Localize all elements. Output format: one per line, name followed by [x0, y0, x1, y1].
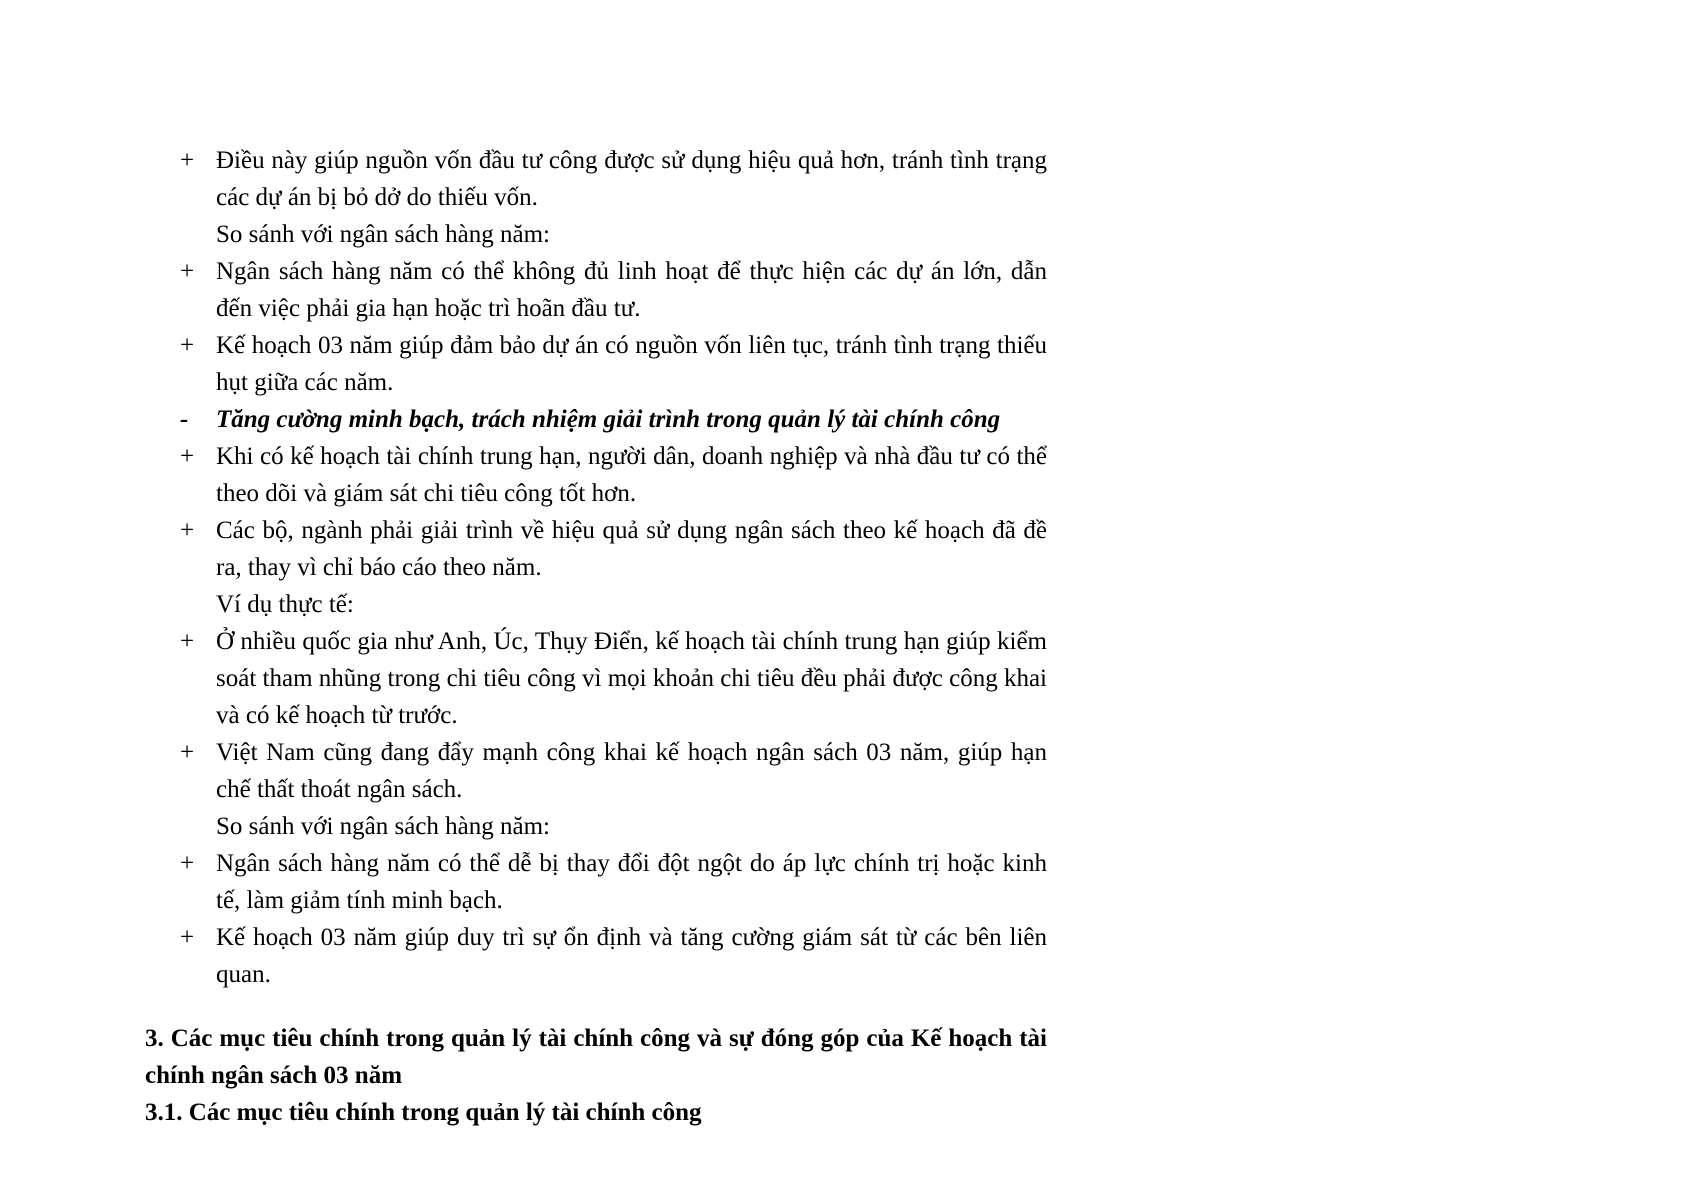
- plain-paragraph: [145, 586, 1047, 623]
- bullet-paragraph: [145, 142, 1047, 216]
- paragraph-text: So sánh với ngân sách hàng năm:: [216, 221, 550, 248]
- paragraph-text: Kế hoạch 03 năm giúp đảm bảo dự án có nguồn vốn liên tục, tránh tình trạng thiếu hụt giữa các năm.: [216, 332, 1047, 396]
- bullet-marker: +: [180, 443, 195, 470]
- bullet-paragraph: [145, 845, 1047, 919]
- paragraph-text: Ví dụ thực tế:: [216, 591, 354, 618]
- plain-paragraph: [145, 216, 1047, 253]
- bullet-paragraph: [145, 253, 1047, 327]
- paragraph-text: Ở nhiều quốc gia như Anh, Úc, Thụy Điển, kế hoạch tài chính trung hạn giúp kiểm soát tham nhũng trong chi tiêu công vì mọi khoản chi tiêu đều phải được công khai và có kế hoạch từ trước.: [216, 628, 1047, 729]
- bullet-marker: [145, 216, 216, 253]
- bullet-marker: +: [180, 147, 195, 174]
- bullet-paragraph: [145, 919, 1047, 993]
- paragraph-text: Ngân sách hàng năm có thể không đủ linh hoạt để thực hiện các dự án lớn, dẫn đến việc phải gia hạn hoặc trì hoãn đầu tư.: [216, 258, 1047, 322]
- plain-paragraph: [145, 808, 1047, 845]
- paragraph-text: Điều này giúp nguồn vốn đầu tư công được sử dụng hiệu quả hơn, tránh tình trạng các dự án bị bỏ dở do thiếu vốn.: [216, 147, 1047, 211]
- paragraph-text: So sánh với ngân sách hàng năm:: [216, 813, 550, 840]
- bullet-paragraph: [145, 438, 1047, 512]
- bullet-marker: +: [180, 517, 195, 544]
- bullet-marker: +: [180, 739, 195, 766]
- paragraph-text: Các bộ, ngành phải giải trình về hiệu quả sử dụng ngân sách theo kế hoạch đã đề ra, thay vì chỉ báo cáo theo năm.: [216, 517, 1047, 581]
- section-heading: 3. Các mục tiêu chính trong quản lý tài chính công và sự đóng góp của Kế hoạch tài chính ngân sách 03 năm: [145, 1025, 1047, 1089]
- document-body: [145, 142, 1047, 1131]
- bullet-paragraph: [145, 327, 1047, 401]
- bullet-marker: +: [180, 258, 195, 285]
- paragraph-text: Ngân sách hàng năm có thể dễ bị thay đổi đột ngột do áp lực chính trị hoặc kinh tế, làm giảm tính minh bạch.: [216, 850, 1047, 914]
- bullet-marker: +: [180, 628, 195, 655]
- dash-marker: -: [180, 406, 189, 433]
- bullet-marker: +: [180, 924, 195, 951]
- bullet-marker: [145, 586, 216, 623]
- paragraph-text: Việt Nam cũng đang đẩy mạnh công khai kế hoạch ngân sách 03 năm, giúp hạn chế thất thoát ngân sách.: [216, 739, 1047, 803]
- bullet-marker: +: [180, 332, 195, 359]
- bullet-paragraph: [145, 734, 1047, 808]
- bullet-marker: [145, 808, 216, 845]
- bullet-marker: +: [180, 850, 195, 877]
- subheading-text: Tăng cường minh bạch, trách nhiệm giải trình trong quản lý tài chính công: [216, 406, 1001, 433]
- paragraph-text: Khi có kế hoạch tài chính trung hạn, người dân, doanh nghiệp và nhà đầu tư có thể theo dõi và giám sát chi tiêu công tốt hơn.: [216, 443, 1047, 507]
- dash-subheading: [145, 401, 1047, 438]
- bullet-paragraph: [145, 512, 1047, 586]
- subsection-heading: 3.1. Các mục tiêu chính trong quản lý tài chính công: [145, 1099, 702, 1126]
- paragraph-text: Kế hoạch 03 năm giúp duy trì sự ổn định và tăng cường giám sát từ các bên liên quan.: [216, 924, 1047, 988]
- bullet-paragraph: [145, 623, 1047, 734]
